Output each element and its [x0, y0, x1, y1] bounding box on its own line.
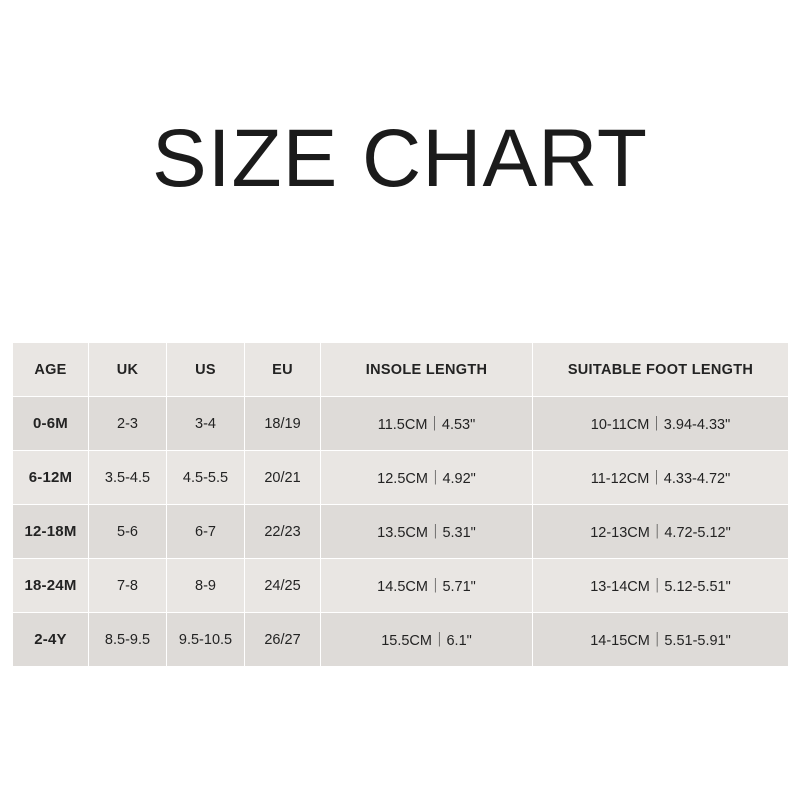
table-row [13, 397, 789, 451]
table-body [13, 397, 789, 667]
cell-age: 12-18M [13, 505, 89, 559]
table-row [13, 613, 789, 667]
cell-insole-length: 12.5CM｜4.92" [321, 451, 533, 505]
cell-us: 9.5-10.5 [167, 613, 245, 667]
column-header-us: US [167, 343, 245, 397]
cell-uk: 7-8 [89, 559, 167, 613]
cell-insole-length: 13.5CM｜5.31" [321, 505, 533, 559]
cell-eu: 20/21 [245, 451, 321, 505]
cell-uk: 5-6 [89, 505, 167, 559]
cell-age: 0-6M [13, 397, 89, 451]
cell-suitable-foot-length: 12-13CM｜4.72-5.12" [533, 505, 789, 559]
cell-suitable-foot-length: 14-15CM｜5.51-5.91" [533, 613, 789, 667]
cell-uk: 2-3 [89, 397, 167, 451]
size-chart-table [12, 342, 789, 667]
cell-us: 6-7 [167, 505, 245, 559]
cell-insole-length: 11.5CM｜4.53" [321, 397, 533, 451]
cell-us: 8-9 [167, 559, 245, 613]
table-row [13, 451, 789, 505]
cell-suitable-foot-length: 13-14CM｜5.12-5.51" [533, 559, 789, 613]
cell-insole-length: 15.5CM｜6.1" [321, 613, 533, 667]
column-header-suitable-foot-length: SUITABLE FOOT LENGTH [533, 343, 789, 397]
cell-suitable-foot-length: 10-11CM｜3.94-4.33" [533, 397, 789, 451]
cell-us: 3-4 [167, 397, 245, 451]
column-header-insole-length: INSOLE LENGTH [321, 343, 533, 397]
table-row [13, 505, 789, 559]
cell-uk: 3.5-4.5 [89, 451, 167, 505]
cell-eu: 22/23 [245, 505, 321, 559]
page-title: SIZE CHART [152, 113, 648, 204]
cell-eu: 26/27 [245, 613, 321, 667]
cell-age: 6-12M [13, 451, 89, 505]
table-row [13, 559, 789, 613]
column-header-uk: UK [89, 343, 167, 397]
cell-eu: 18/19 [245, 397, 321, 451]
table-header-row [13, 343, 789, 397]
cell-age: 18-24M [13, 559, 89, 613]
cell-uk: 8.5-9.5 [89, 613, 167, 667]
cell-suitable-foot-length: 11-12CM｜4.33-4.72" [533, 451, 789, 505]
column-header-eu: EU [245, 343, 321, 397]
cell-eu: 24/25 [245, 559, 321, 613]
table-header [13, 343, 789, 397]
cell-us: 4.5-5.5 [167, 451, 245, 505]
cell-age: 2-4Y [13, 613, 89, 667]
size-chart-table-wrapper [12, 342, 788, 667]
cell-insole-length: 14.5CM｜5.71" [321, 559, 533, 613]
column-header-age: AGE [13, 343, 89, 397]
